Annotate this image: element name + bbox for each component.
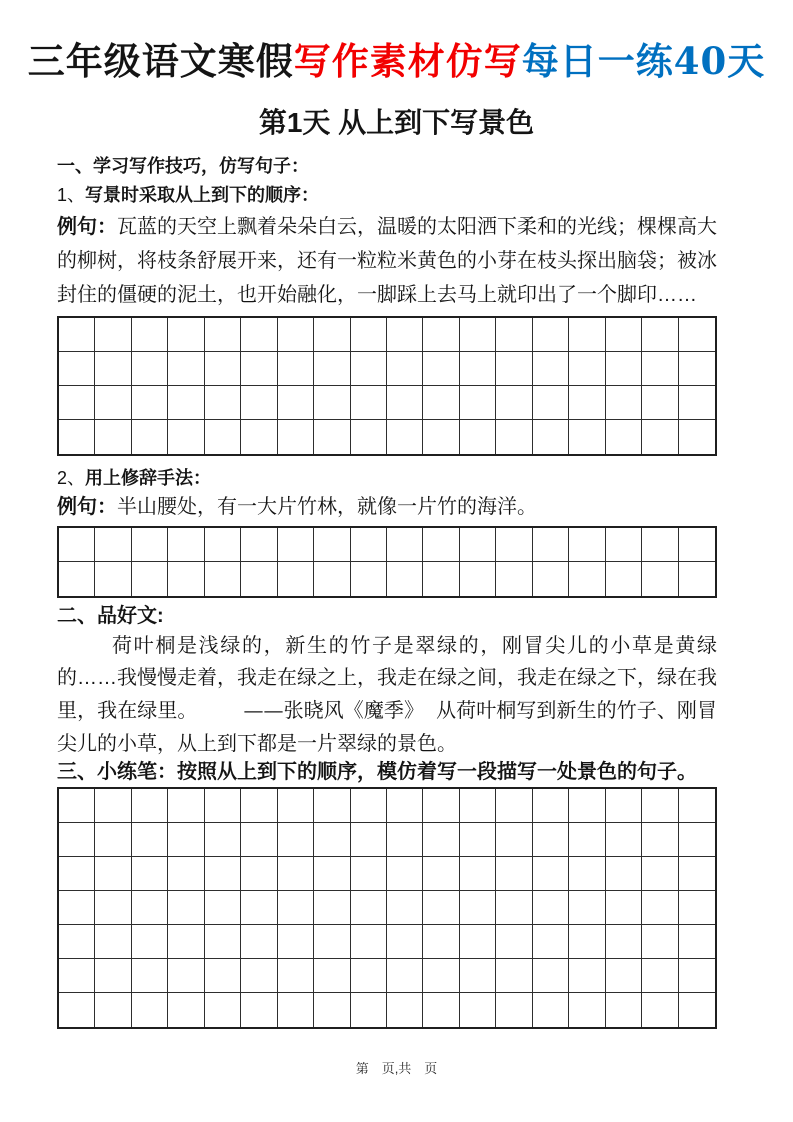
grid-cell[interactable] bbox=[351, 318, 387, 352]
day-heading: 第1天 从上到下写景色 bbox=[258, 107, 535, 138]
grid-cell[interactable] bbox=[460, 528, 496, 562]
grid-cell[interactable] bbox=[95, 528, 131, 562]
grid-cell[interactable] bbox=[351, 857, 387, 891]
grid-cell[interactable] bbox=[679, 318, 715, 352]
grid-cell[interactable] bbox=[59, 891, 95, 925]
grid-cell[interactable] bbox=[533, 352, 569, 386]
grid-cell[interactable] bbox=[59, 789, 95, 823]
grid-cell[interactable] bbox=[423, 959, 459, 993]
grid-cell[interactable] bbox=[496, 823, 532, 857]
section2-heading: 二、品好文: bbox=[57, 605, 164, 627]
grid-cell[interactable] bbox=[387, 386, 423, 420]
writing-grid-2[interactable] bbox=[57, 526, 717, 598]
grid-cell[interactable] bbox=[496, 789, 532, 823]
grid-cell[interactable] bbox=[423, 420, 459, 454]
grid-cell[interactable] bbox=[59, 386, 95, 420]
grid-cell[interactable] bbox=[132, 386, 168, 420]
grid-cell[interactable] bbox=[59, 352, 95, 386]
grid-cell[interactable] bbox=[387, 789, 423, 823]
section3-text: 按照从上到下的顺序，模仿着写一段描写一处景色的句子。 bbox=[177, 761, 697, 783]
grid-cell[interactable] bbox=[132, 318, 168, 352]
grid-cell[interactable] bbox=[460, 959, 496, 993]
grid-cell[interactable] bbox=[496, 857, 532, 891]
grid-cell[interactable] bbox=[423, 891, 459, 925]
grid-cell[interactable] bbox=[460, 857, 496, 891]
grid-cell[interactable] bbox=[278, 420, 314, 454]
grid-cell[interactable] bbox=[606, 857, 642, 891]
grid-cell[interactable] bbox=[423, 993, 459, 1027]
example2-label: 例句： bbox=[57, 496, 117, 518]
grid-cell[interactable] bbox=[205, 993, 241, 1027]
grid-cell[interactable] bbox=[423, 925, 459, 959]
grid-cell[interactable] bbox=[679, 352, 715, 386]
grid-cell[interactable] bbox=[59, 318, 95, 352]
grid-cell[interactable] bbox=[314, 857, 350, 891]
grid-cell[interactable] bbox=[314, 386, 350, 420]
grid-cell[interactable] bbox=[241, 386, 277, 420]
grid-cell[interactable] bbox=[533, 857, 569, 891]
grid-cell[interactable] bbox=[423, 857, 459, 891]
grid-cell[interactable] bbox=[278, 993, 314, 1027]
grid-cell[interactable] bbox=[168, 528, 204, 562]
grid-cell[interactable] bbox=[606, 789, 642, 823]
grid-cell[interactable] bbox=[569, 993, 605, 1027]
section3-label: 三、小练笔： bbox=[57, 761, 177, 783]
grid-cell[interactable] bbox=[533, 562, 569, 596]
grid-cell[interactable] bbox=[460, 891, 496, 925]
grid-cell[interactable] bbox=[59, 993, 95, 1027]
grid-cell[interactable] bbox=[95, 925, 131, 959]
grid-cell[interactable] bbox=[496, 959, 532, 993]
grid-cell[interactable] bbox=[278, 352, 314, 386]
grid-cell[interactable] bbox=[533, 528, 569, 562]
grid-cell[interactable] bbox=[642, 528, 678, 562]
grid-cell[interactable] bbox=[533, 959, 569, 993]
grid-cell[interactable] bbox=[132, 823, 168, 857]
grid-cell[interactable] bbox=[278, 925, 314, 959]
grid-cell[interactable] bbox=[351, 789, 387, 823]
passage-text: 荷叶桐是浅绿的，新生的竹子是翠绿的，刚冒尖儿的小草是黄绿的……我慢慢走着，我走在绿之上，我走在绿之间，我走在绿之下，绿在我里，我在绿里。 bbox=[57, 635, 717, 722]
grid-cell[interactable] bbox=[95, 823, 131, 857]
grid-cell[interactable] bbox=[569, 528, 605, 562]
grid-cell[interactable] bbox=[59, 959, 95, 993]
grid-cell[interactable] bbox=[351, 420, 387, 454]
grid-cell[interactable] bbox=[132, 891, 168, 925]
grid-cell[interactable] bbox=[314, 993, 350, 1027]
grid-cell[interactable] bbox=[351, 352, 387, 386]
grid-cell[interactable] bbox=[351, 925, 387, 959]
passage-commentary: 从荷叶桐写到新生的竹子、刚冒尖儿的小草，从上到下都是一片翠绿的景色。 bbox=[57, 698, 718, 755]
grid-cell[interactable] bbox=[95, 959, 131, 993]
grid-cell[interactable] bbox=[168, 857, 204, 891]
grid-cell[interactable] bbox=[679, 891, 715, 925]
grid-cell[interactable] bbox=[533, 993, 569, 1027]
grid-cell[interactable] bbox=[241, 925, 277, 959]
grid-cell[interactable] bbox=[205, 959, 241, 993]
grid-cell[interactable] bbox=[496, 352, 532, 386]
grid-cell[interactable] bbox=[205, 891, 241, 925]
grid-cell[interactable] bbox=[423, 528, 459, 562]
grid-cell[interactable] bbox=[460, 386, 496, 420]
grid-cell[interactable] bbox=[642, 562, 678, 596]
grid-cell[interactable] bbox=[387, 528, 423, 562]
grid-cell[interactable] bbox=[278, 789, 314, 823]
grid-cell[interactable] bbox=[460, 993, 496, 1027]
grid-cell[interactable] bbox=[606, 352, 642, 386]
grid-cell[interactable] bbox=[95, 318, 131, 352]
grid-cell[interactable] bbox=[278, 318, 314, 352]
grid-cell[interactable] bbox=[387, 823, 423, 857]
grid-cell[interactable] bbox=[642, 420, 678, 454]
example1-paragraph bbox=[57, 210, 717, 312]
grid-cell[interactable] bbox=[59, 562, 95, 596]
grid-cell[interactable] bbox=[387, 562, 423, 596]
grid-cell[interactable] bbox=[569, 823, 605, 857]
grid-cell[interactable] bbox=[642, 352, 678, 386]
grid-cell[interactable] bbox=[606, 993, 642, 1027]
writing-grid-1[interactable] bbox=[57, 316, 717, 456]
grid-cell[interactable] bbox=[205, 925, 241, 959]
grid-cell[interactable] bbox=[533, 386, 569, 420]
section2-passage bbox=[57, 630, 717, 760]
grid-cell[interactable] bbox=[679, 562, 715, 596]
grid-cell[interactable] bbox=[569, 420, 605, 454]
grid-cell[interactable] bbox=[460, 562, 496, 596]
grid-cell[interactable] bbox=[679, 823, 715, 857]
grid-cell[interactable] bbox=[387, 993, 423, 1027]
grid-cell[interactable] bbox=[314, 318, 350, 352]
section1-item1-heading bbox=[57, 183, 757, 207]
grid-cell[interactable] bbox=[423, 562, 459, 596]
grid-cell[interactable] bbox=[496, 420, 532, 454]
grid-cell[interactable] bbox=[496, 925, 532, 959]
writing-grid-3[interactable] bbox=[57, 787, 717, 1029]
grid-cell[interactable] bbox=[679, 420, 715, 454]
grid-cell[interactable] bbox=[351, 823, 387, 857]
grid-cell[interactable] bbox=[642, 959, 678, 993]
grid-cell[interactable] bbox=[679, 528, 715, 562]
grid-cell[interactable] bbox=[168, 562, 204, 596]
page-title bbox=[0, 40, 793, 83]
title-part-blue: 每日一练40天 bbox=[521, 39, 766, 83]
grid-cell[interactable] bbox=[351, 528, 387, 562]
grid-cell[interactable] bbox=[132, 562, 168, 596]
grid-cell[interactable] bbox=[205, 420, 241, 454]
grid-cell[interactable] bbox=[59, 823, 95, 857]
grid-cell[interactable] bbox=[278, 959, 314, 993]
grid-cell[interactable] bbox=[95, 562, 131, 596]
grid-cell[interactable] bbox=[642, 789, 678, 823]
grid-cell[interactable] bbox=[205, 386, 241, 420]
grid-cell[interactable] bbox=[314, 823, 350, 857]
grid-cell[interactable] bbox=[241, 993, 277, 1027]
grid-cell[interactable] bbox=[168, 891, 204, 925]
grid-cell[interactable] bbox=[95, 891, 131, 925]
example1-label: 例句： bbox=[57, 216, 117, 238]
grid-cell[interactable] bbox=[278, 562, 314, 596]
grid-cell[interactable] bbox=[132, 528, 168, 562]
passage-attribution: ——张晓风《魔季》 bbox=[243, 698, 425, 722]
grid-cell[interactable] bbox=[351, 386, 387, 420]
grid-cell[interactable] bbox=[59, 857, 95, 891]
grid-cell[interactable] bbox=[241, 959, 277, 993]
grid-cell[interactable] bbox=[642, 857, 678, 891]
grid-cell[interactable] bbox=[423, 823, 459, 857]
grid-cell[interactable] bbox=[569, 352, 605, 386]
grid-cell[interactable] bbox=[132, 857, 168, 891]
grid-cell[interactable] bbox=[314, 420, 350, 454]
grid-cell[interactable] bbox=[606, 318, 642, 352]
grid-cell[interactable] bbox=[241, 562, 277, 596]
grid-cell[interactable] bbox=[314, 352, 350, 386]
grid-cell[interactable] bbox=[351, 562, 387, 596]
grid-cell[interactable] bbox=[241, 823, 277, 857]
grid-cell[interactable] bbox=[460, 925, 496, 959]
page-footer: 第 页,共 页 bbox=[355, 1061, 438, 1076]
grid-cell[interactable] bbox=[679, 857, 715, 891]
grid-cell[interactable] bbox=[205, 857, 241, 891]
grid-cell[interactable] bbox=[387, 857, 423, 891]
grid-cell[interactable] bbox=[569, 857, 605, 891]
grid-cell[interactable] bbox=[132, 959, 168, 993]
example2-paragraph bbox=[57, 493, 717, 521]
grid-cell[interactable] bbox=[642, 891, 678, 925]
grid-cell[interactable] bbox=[423, 386, 459, 420]
grid-cell[interactable] bbox=[241, 789, 277, 823]
grid-cell[interactable] bbox=[132, 993, 168, 1027]
section3-heading bbox=[57, 760, 757, 784]
grid-cell[interactable] bbox=[679, 925, 715, 959]
grid-cell[interactable] bbox=[496, 318, 532, 352]
grid-cell[interactable] bbox=[95, 993, 131, 1027]
grid-cell[interactable] bbox=[642, 993, 678, 1027]
grid-cell[interactable] bbox=[314, 925, 350, 959]
grid-cell[interactable] bbox=[168, 925, 204, 959]
grid-cell[interactable] bbox=[168, 993, 204, 1027]
grid-cell[interactable] bbox=[168, 318, 204, 352]
grid-cell[interactable] bbox=[351, 959, 387, 993]
grid-cell[interactable] bbox=[533, 789, 569, 823]
grid-cell[interactable] bbox=[679, 993, 715, 1027]
grid-cell[interactable] bbox=[95, 789, 131, 823]
item2-title: 用上修辞手法： bbox=[85, 468, 212, 488]
grid-cell[interactable] bbox=[314, 562, 350, 596]
grid-cell[interactable] bbox=[95, 420, 131, 454]
grid-cell[interactable] bbox=[496, 528, 532, 562]
grid-cell[interactable] bbox=[423, 318, 459, 352]
grid-cell[interactable] bbox=[241, 891, 277, 925]
grid-cell[interactable] bbox=[460, 823, 496, 857]
grid-cell[interactable] bbox=[351, 891, 387, 925]
grid-cell[interactable] bbox=[314, 891, 350, 925]
grid-cell[interactable] bbox=[460, 789, 496, 823]
grid-cell[interactable] bbox=[606, 823, 642, 857]
item1-title: 写景时采取从上到下的顺序： bbox=[85, 185, 320, 205]
grid-cell[interactable] bbox=[496, 386, 532, 420]
grid-cell[interactable] bbox=[606, 386, 642, 420]
grid-cell[interactable] bbox=[241, 857, 277, 891]
grid-cell[interactable] bbox=[168, 420, 204, 454]
grid-cell[interactable] bbox=[679, 959, 715, 993]
grid-cell[interactable] bbox=[423, 352, 459, 386]
title-part-black: 三年级语文寒假 bbox=[27, 39, 294, 83]
item2-number: 2、 bbox=[57, 468, 86, 488]
grid-cell[interactable] bbox=[569, 562, 605, 596]
example2-text: 半山腰处，有一大片竹林，就像一片竹的海洋。 bbox=[117, 496, 537, 518]
grid-cell[interactable] bbox=[460, 420, 496, 454]
grid-cell[interactable] bbox=[278, 823, 314, 857]
grid-cell[interactable] bbox=[278, 386, 314, 420]
grid-cell[interactable] bbox=[606, 959, 642, 993]
grid-cell[interactable] bbox=[95, 386, 131, 420]
grid-cell[interactable] bbox=[642, 318, 678, 352]
grid-cell[interactable] bbox=[642, 386, 678, 420]
grid-cell[interactable] bbox=[351, 993, 387, 1027]
section1-heading: 一、学习写作技巧，仿写句子： bbox=[57, 156, 309, 176]
grid-cell[interactable] bbox=[533, 318, 569, 352]
grid-cell[interactable] bbox=[314, 528, 350, 562]
grid-cell[interactable] bbox=[168, 352, 204, 386]
grid-cell[interactable] bbox=[241, 420, 277, 454]
grid-cell[interactable] bbox=[569, 925, 605, 959]
grid-cell[interactable] bbox=[533, 891, 569, 925]
grid-cell[interactable] bbox=[168, 959, 204, 993]
section1-item2-heading bbox=[57, 466, 757, 490]
title-part-red: 写作素材仿写 bbox=[293, 39, 522, 83]
grid-cell[interactable] bbox=[460, 352, 496, 386]
grid-cell[interactable] bbox=[569, 959, 605, 993]
grid-cell[interactable] bbox=[387, 891, 423, 925]
grid-cell[interactable] bbox=[168, 823, 204, 857]
example1-text: 瓦蓝的天空上飘着朵朵白云，温暖的太阳洒下柔和的光线；棵棵高大的柳树，将枝条舒展开来，还有一粒粒米黄色的小芽在枝头探出脑袋；被冰封住的僵硬的泥土，也开始融化，一脚踩上去马上就印出了一个脚印…… bbox=[57, 216, 717, 306]
grid-cell[interactable] bbox=[569, 789, 605, 823]
grid-cell[interactable] bbox=[496, 993, 532, 1027]
grid-cell[interactable] bbox=[606, 925, 642, 959]
grid-cell[interactable] bbox=[168, 386, 204, 420]
grid-cell[interactable] bbox=[606, 420, 642, 454]
grid-cell[interactable] bbox=[533, 925, 569, 959]
grid-cell[interactable] bbox=[95, 857, 131, 891]
grid-cell[interactable] bbox=[387, 420, 423, 454]
grid-cell[interactable] bbox=[387, 959, 423, 993]
grid-cell[interactable] bbox=[642, 823, 678, 857]
grid-cell[interactable] bbox=[387, 925, 423, 959]
grid-cell[interactable] bbox=[278, 891, 314, 925]
grid-cell[interactable] bbox=[132, 352, 168, 386]
grid-cell[interactable] bbox=[569, 386, 605, 420]
grid-cell[interactable] bbox=[132, 925, 168, 959]
grid-cell[interactable] bbox=[241, 318, 277, 352]
grid-cell[interactable] bbox=[241, 528, 277, 562]
grid-cell[interactable] bbox=[59, 528, 95, 562]
grid-cell[interactable] bbox=[679, 386, 715, 420]
grid-cell[interactable] bbox=[205, 352, 241, 386]
grid-cell[interactable] bbox=[569, 891, 605, 925]
grid-cell[interactable] bbox=[496, 891, 532, 925]
grid-cell[interactable] bbox=[423, 789, 459, 823]
grid-cell[interactable] bbox=[132, 789, 168, 823]
grid-cell[interactable] bbox=[205, 528, 241, 562]
grid-cell[interactable] bbox=[533, 420, 569, 454]
grid-cell[interactable] bbox=[205, 318, 241, 352]
grid-cell[interactable] bbox=[132, 420, 168, 454]
item1-number: 1、 bbox=[57, 185, 86, 205]
grid-cell[interactable] bbox=[460, 318, 496, 352]
grid-cell[interactable] bbox=[205, 789, 241, 823]
grid-cell[interactable] bbox=[496, 562, 532, 596]
grid-cell[interactable] bbox=[95, 352, 131, 386]
grid-cell[interactable] bbox=[314, 959, 350, 993]
grid-cell[interactable] bbox=[168, 789, 204, 823]
grid-cell[interactable] bbox=[606, 528, 642, 562]
grid-cell[interactable] bbox=[205, 823, 241, 857]
grid-cell[interactable] bbox=[205, 562, 241, 596]
grid-cell[interactable] bbox=[387, 318, 423, 352]
grid-cell[interactable] bbox=[533, 823, 569, 857]
grid-cell[interactable] bbox=[314, 789, 350, 823]
grid-cell[interactable] bbox=[606, 562, 642, 596]
grid-cell[interactable] bbox=[569, 318, 605, 352]
grid-cell[interactable] bbox=[606, 891, 642, 925]
grid-cell[interactable] bbox=[241, 352, 277, 386]
grid-cell[interactable] bbox=[59, 925, 95, 959]
grid-cell[interactable] bbox=[278, 528, 314, 562]
grid-cell[interactable] bbox=[278, 857, 314, 891]
grid-cell[interactable] bbox=[59, 420, 95, 454]
grid-cell[interactable] bbox=[642, 925, 678, 959]
grid-cell[interactable] bbox=[387, 352, 423, 386]
grid-cell[interactable] bbox=[679, 789, 715, 823]
